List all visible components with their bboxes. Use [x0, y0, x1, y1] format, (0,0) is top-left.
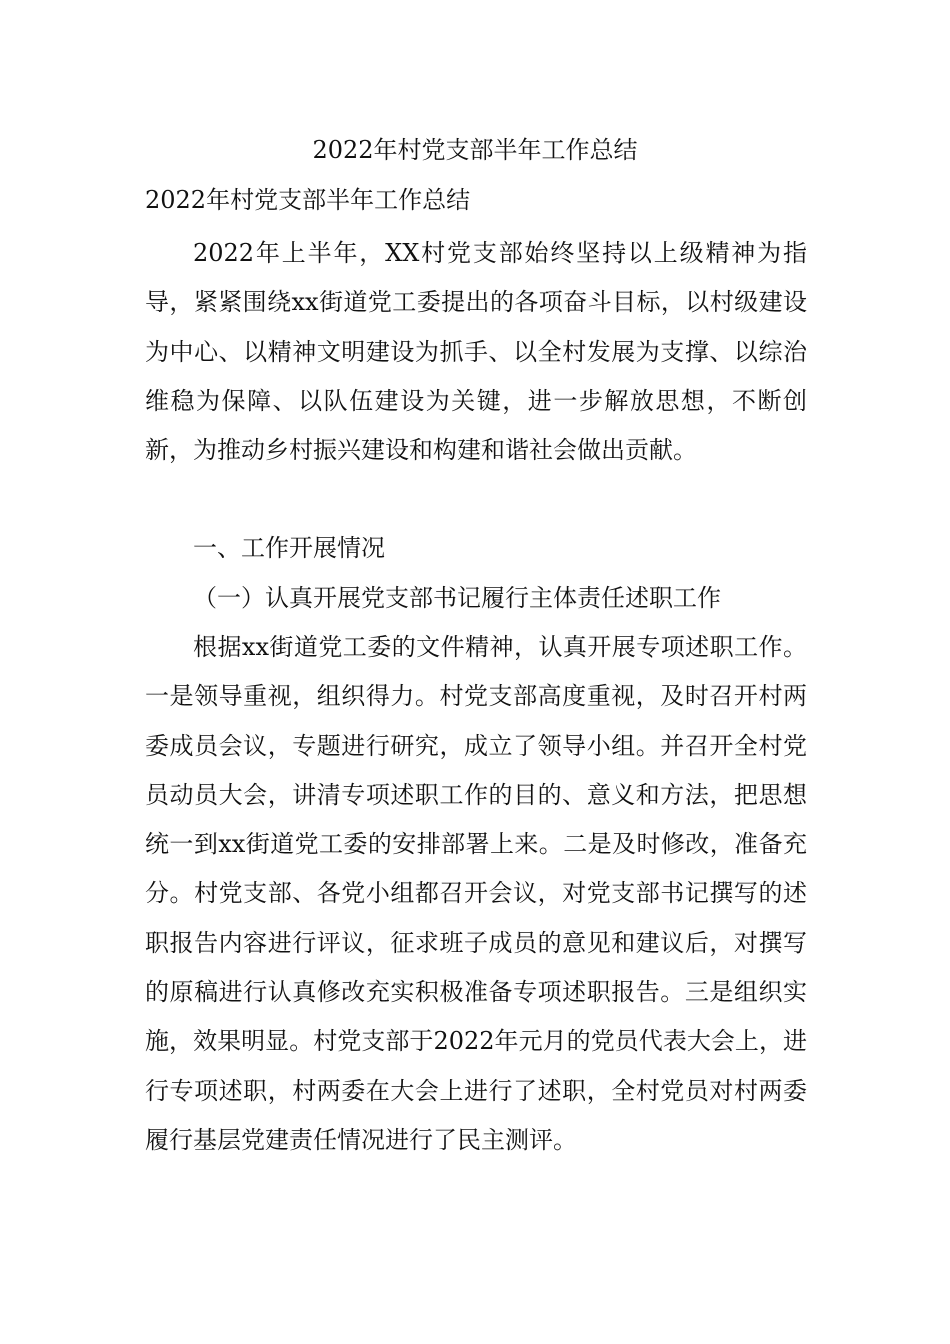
intro-paragraph: 2022年上半年，XX村党支部始终坚持以上级精神为指导，紧紧围绕xx街道党工委提出的各项奋斗目标，以村级建设为中心、以精神文明建设为抓手、以全村发展为支撑、以综治维稳为保障、以队伍建设为关键，进一步解放思想，不断创新，为推动乡村振兴建设和构建和谐社会做出贡献。: [145, 239, 807, 465]
subsection-heading: （一）认真开展党支部书记履行主体责任述职工作: [193, 584, 721, 612]
section-heading: 一、工作开展情况: [193, 534, 385, 562]
document-title: 2022年村党支部半年工作总结: [312, 136, 638, 164]
detail-paragraph: 根据xx街道党工委的文件精神，认真开展专项述职工作。一是领导重视，组织得力。村党支部高度重视，及时召开村两委成员会议，专题进行研究，成立了领导小组。并召开全村党员动员大会，讲清专项述职工作的目的、意义和方法，把思想统一到xx街道党工委的安排部署上来。二是及时修改，准备充分。村党支部、各党小组都召开会议，对党支部书记撰写的述职报告内容进行评议，征求班子成员的意见和建议后，对撰写的原稿进行认真修改充实积极准备专项述职报告。三是组织实施，效果明显。村党支部于2022年元月的党员代表大会上，进行专项述职，村两委在大会上进行了述职，全村党员对村两委履行基层党建责任情况进行了民主测评。: [145, 633, 807, 1154]
document-subtitle: 2022年村党支部半年工作总结: [145, 186, 471, 214]
